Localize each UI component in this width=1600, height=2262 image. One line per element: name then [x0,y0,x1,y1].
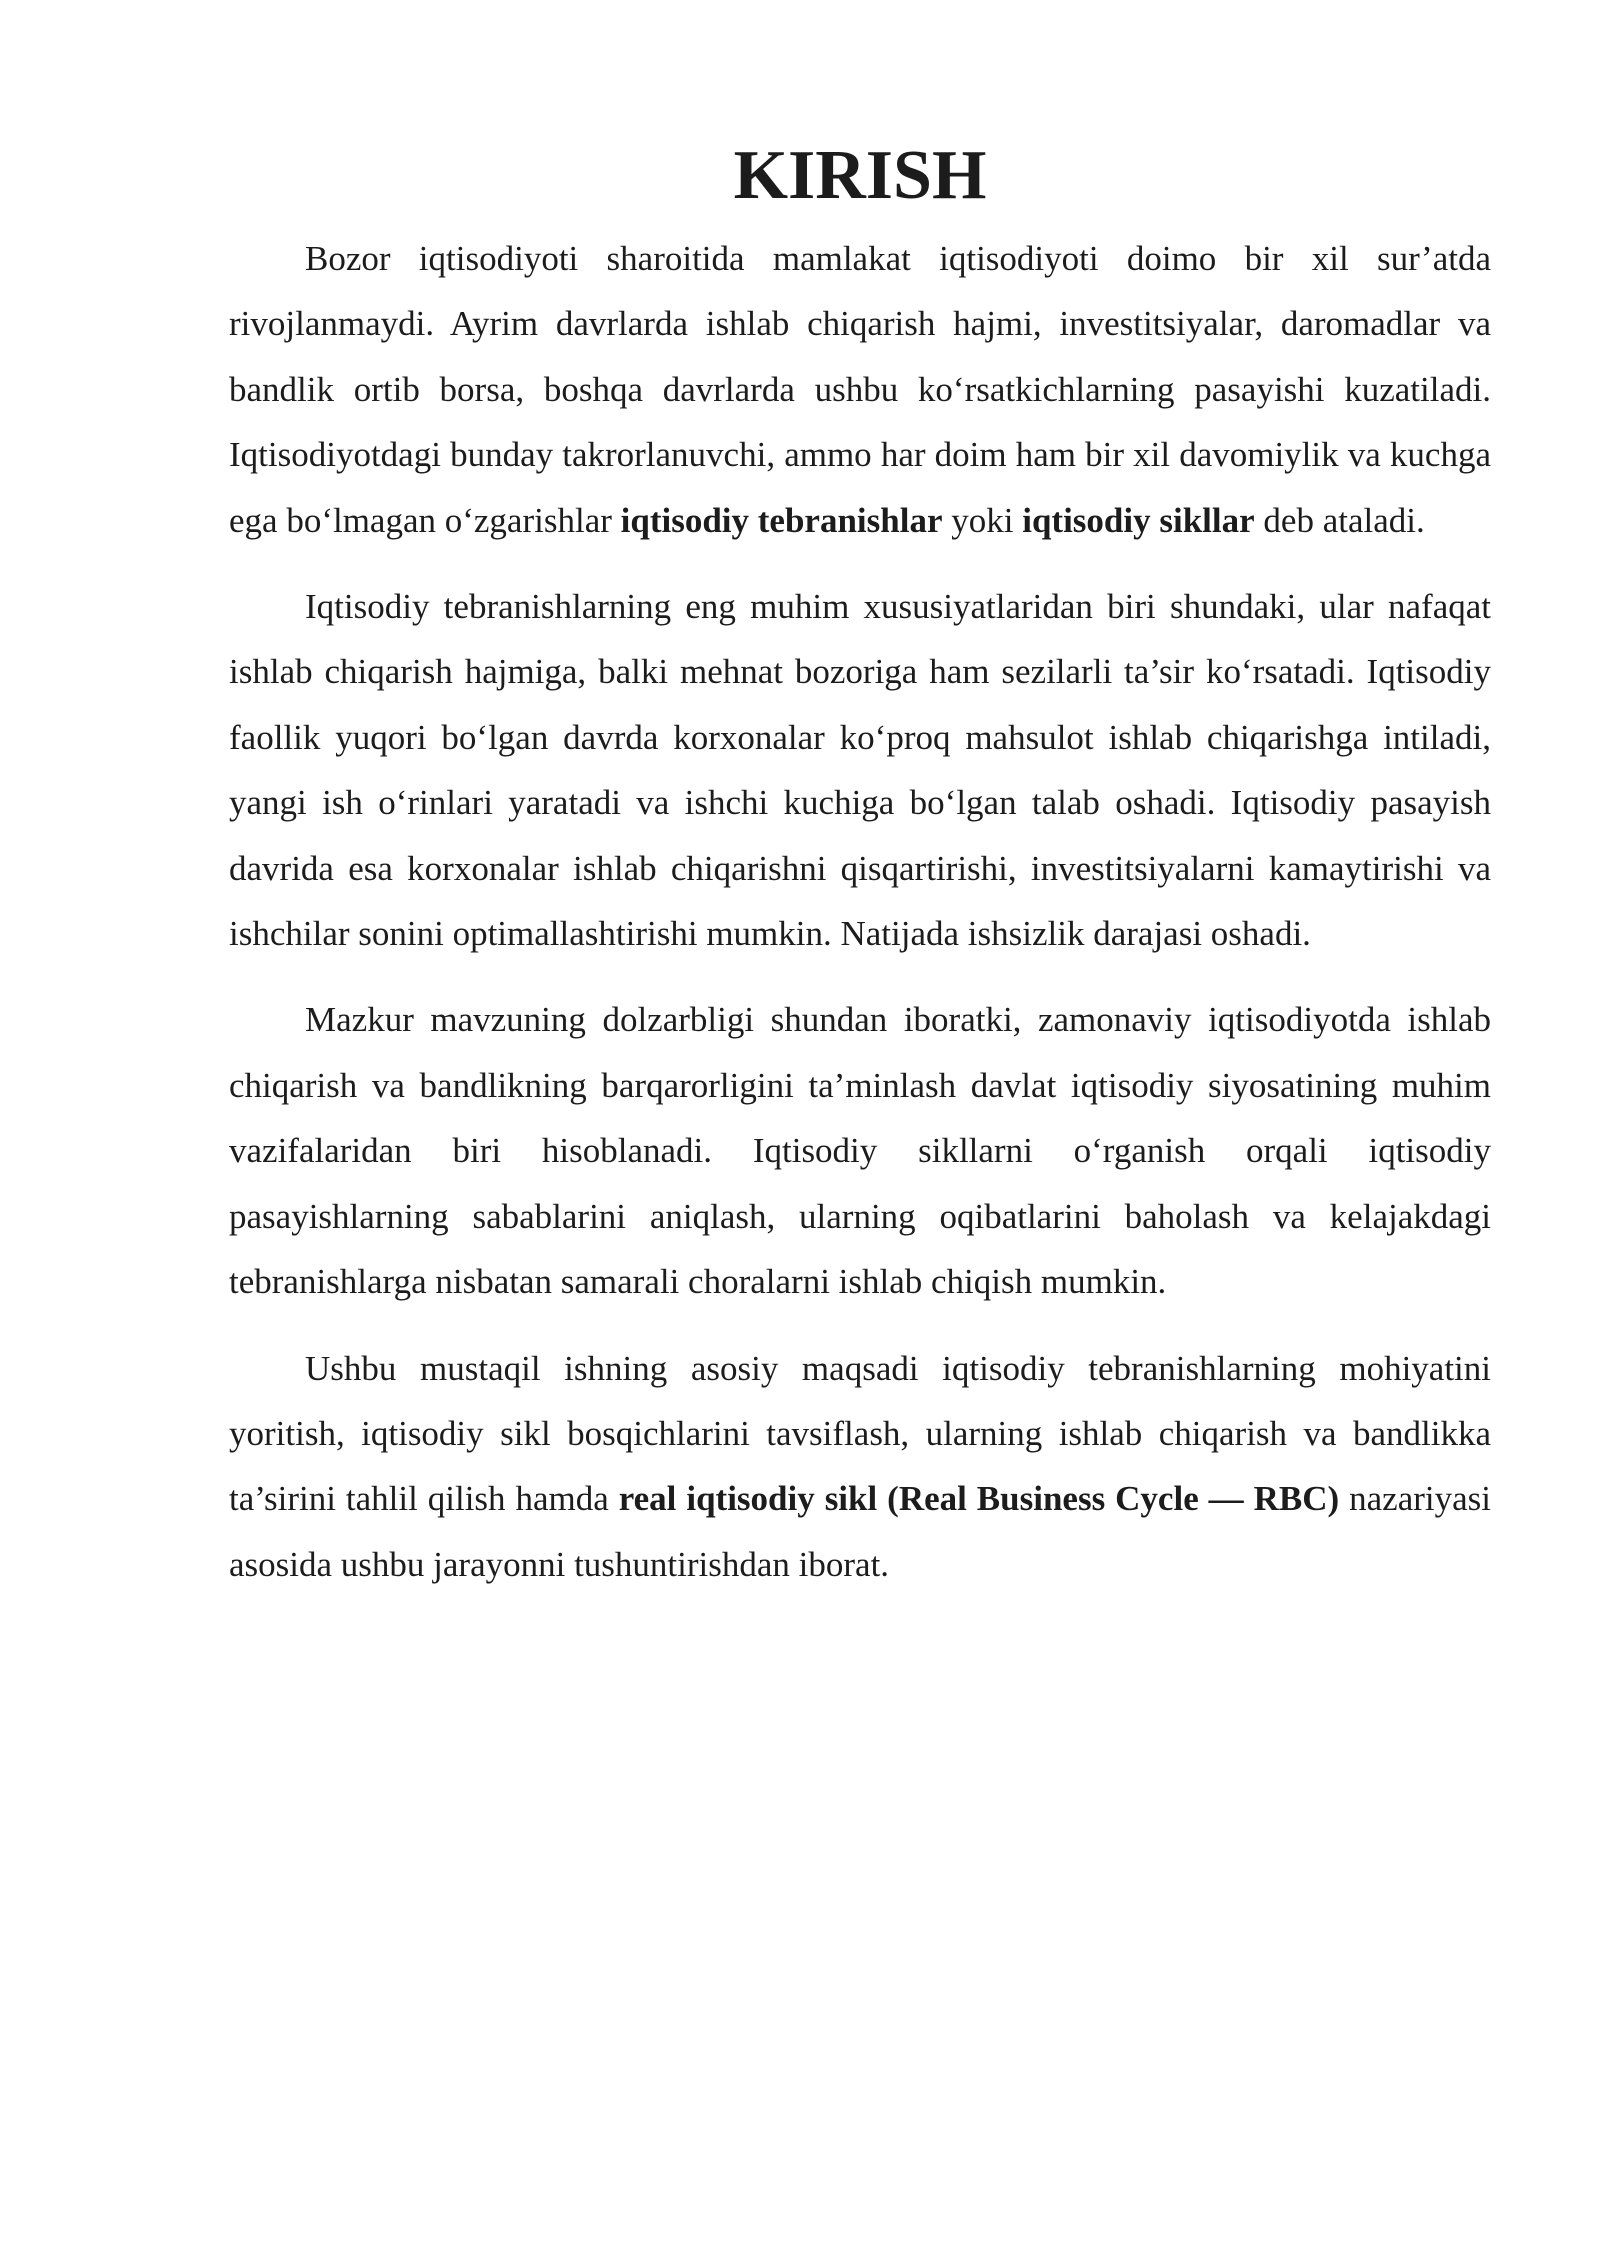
paragraph-1-text-c: deb ataladi. [1254,500,1425,540]
paragraph-4 [229,1336,1491,1598]
paragraph-3: Mazkur mavzuning dolzarbligi shundan iboratki, zamonaviy iqtisodiyotda ishlab chiqarish va bandlikning barqarorligini ta’minlash davlat iqtisodiy siyosatining muhim vazifalaridan biri hisoblanadi. Iqtisodiy sikllarni o‘rganish orqali iqtisodiy pasayishlarning sabablarini aniqlash, ularning oqibatlarini baholash va kelajakdagi tebranishlarga nisbatan samarali choralarni ishlab chiqish mumkin. [229,1000,1491,1302]
paragraph-1-bold-term-1: iqtisodiy tebranishlar [620,500,943,540]
paragraph-1-text-b: yoki [942,500,1023,540]
document-body [229,137,1491,1597]
paragraph-2: Iqtisodiy tebranishlarning eng muhim xususiyatlaridan biri shundaki, ular nafaqat ishlab chiqarish hajmiga, balki mehnat bozoriga ham sezilarli ta’sir ko‘rsatadi. Iqtisodiy faollik yuqori bo‘lgan davrda korxonalar ko‘proq mahsulot ishlab chiqarishga intiladi, yangi ish o‘rinlari yaratadi va ishchi kuchiga bo‘lgan talab oshadi. Iqtisodiy pasayish davrida esa korxonalar ishlab chiqarishni qisqartirishi, investitsiyalarni kamaytirishi va ishchilar sonini optimallashtirishi mumkin. Natijada ishsizlik darajasi oshadi. [229,587,1491,954]
page-title: KIRISH [733,137,987,214]
paragraph-4-text-a: Ushbu mustaqil ishning asosiy maqsadi iqtisodiy tebranishlarning mohiyatini yoritish, iqtisodiy sikl bosqichlarini tavsiflash, ularning ishlab chiqarish va bandlikka ta’sirini tahlil qilish hamda [229,1348,1491,1519]
paragraph-1-text-a: Bozor iqtisodiyoti sharoitida mamlakat iqtisodiyoti doimo bir xil sur’atda rivojlanmaydi. Ayrim davrlarda ishlab chiqarish hajmi, investitsiyalar, daromadlar va bandlik ortib borsa, boshqa davrlarda ushbu ko‘rsatkichlarning pasayishi kuzatiladi. Iqtisodiyotdagi bunday takrorlanuvchi, ammo har doim ham bir xil davomiylik va kuchga ega bo‘lmagan o‘zgarishlar [229,239,1491,540]
paragraph-1 [229,226,1491,553]
paragraph-1-bold-term-2: iqtisodiy sikllar [1022,500,1255,540]
paragraph-4-text-b: nazariyasi asosida ushbu jarayonni tushuntirishdan iborat. [229,1479,1491,1584]
paragraph-4-bold-term: real iqtisodiy sikl (Real Business Cycle — RBC) [618,1479,1340,1519]
